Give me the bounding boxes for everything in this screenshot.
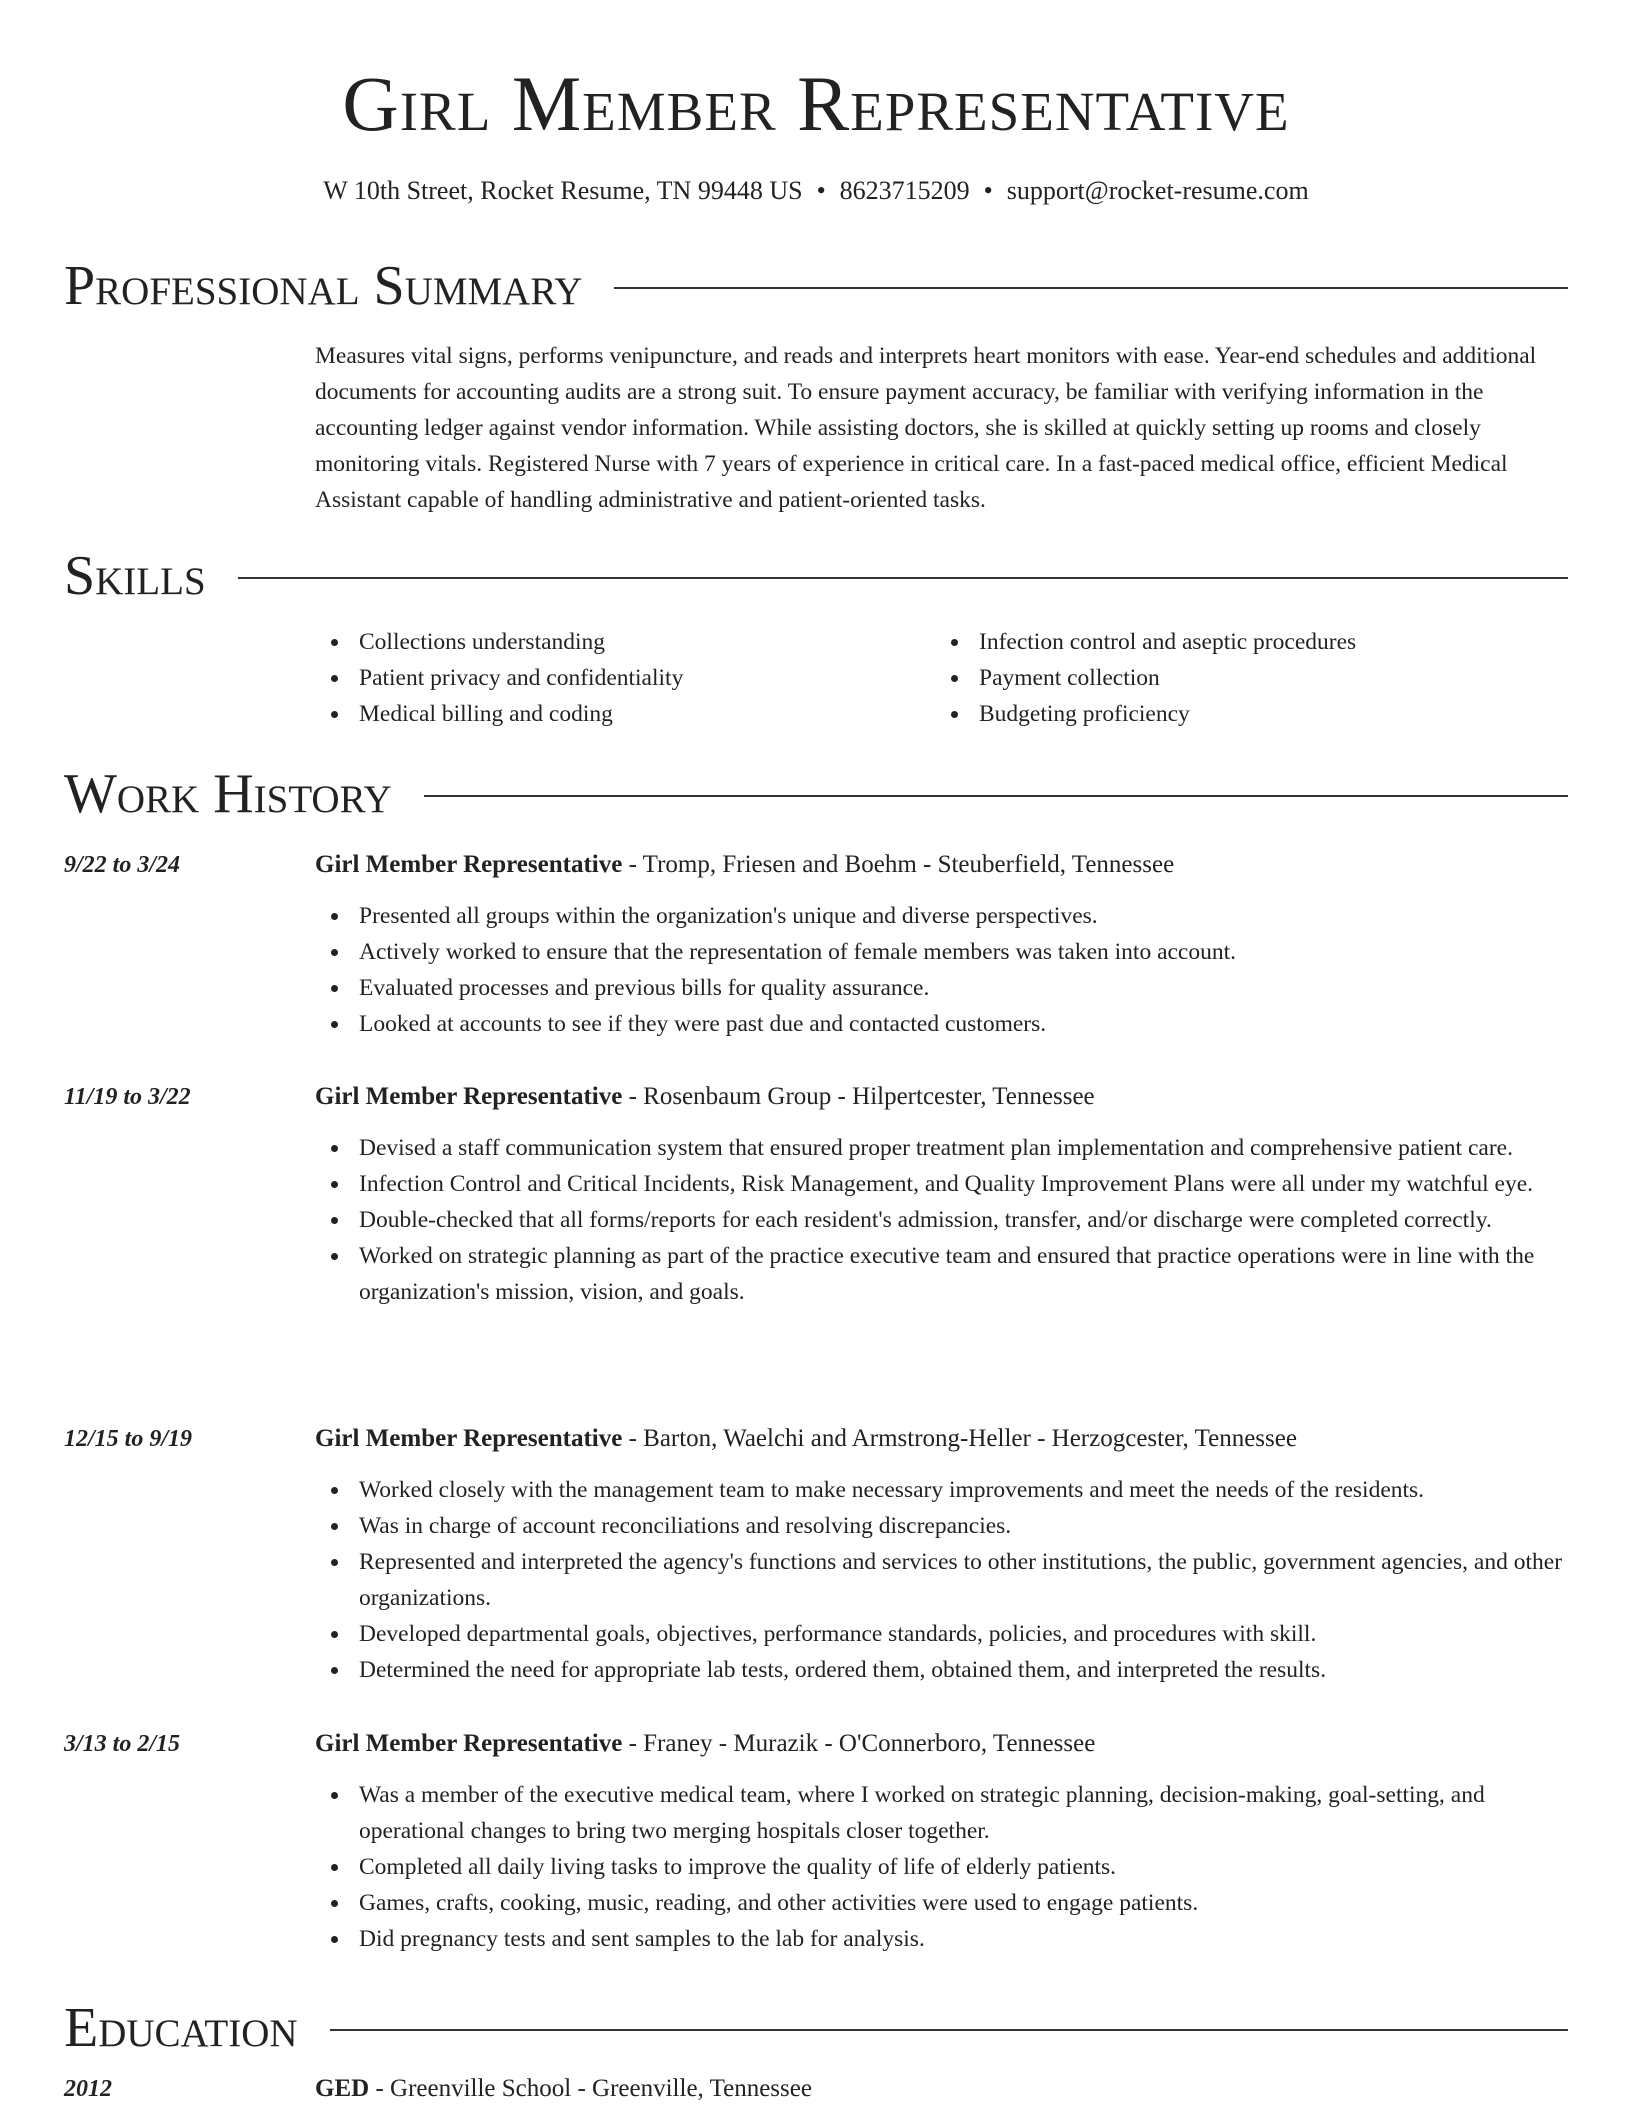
contact-line (0, 175, 1632, 207)
job-bullets (315, 1472, 1574, 1688)
job-employer: - Tromp, Friesen and Boehm - Steuberfield, Tennessee (622, 851, 1175, 878)
job-bullets (315, 1777, 1574, 1957)
bullet-item: Worked closely with the management team to make necessary improvements and meet the needs of the residents. (315, 1472, 1574, 1508)
bullet-item: Infection Control and Critical Incidents, Risk Management, and Quality Improvement Plans were all under my watchful eye. (315, 1166, 1574, 1202)
bullet-item: Developed departmental goals, objectives, performance standards, policies, and procedures with skill. (315, 1616, 1574, 1652)
job-employer: - Barton, Waelchi and Armstrong-Heller - Herzogcester, Tennessee (622, 1425, 1297, 1452)
education-entry (64, 2072, 1574, 2106)
bullet-item: Presented all groups within the organization's unique and diverse perspectives. (315, 898, 1574, 934)
skills-column-left (315, 624, 935, 732)
bullet-item: Represented and interpreted the agency's functions and services to other institutions, the public, government agencies, and other organizations. (315, 1544, 1574, 1616)
phone: 8623715209 (839, 176, 970, 205)
bullet-item: Worked on strategic planning as part of the practice executive team and ensured that practice operations were in line with the organization's mission, vision, and goals. (315, 1238, 1574, 1310)
bullet-item: Was in charge of account reconciliations and resolving discrepancies. (315, 1508, 1574, 1544)
bullet-item: Evaluated processes and previous bills for quality assurance. (315, 970, 1574, 1006)
job-dates: 9/22 to 3/24 (64, 852, 181, 878)
job-title: Girl Member Representative (315, 1083, 623, 1110)
job-title: Girl Member Representative (315, 851, 623, 878)
skill-item: Budgeting proficiency (935, 696, 1555, 732)
job-heading (315, 1422, 1297, 1456)
job-dates: 12/15 to 9/19 (64, 1426, 193, 1452)
bullet-item: Games, crafts, cooking, music, reading, and other activities were used to engage patients. (315, 1885, 1574, 1921)
bullet-item: Completed all daily living tasks to improve the quality of life of elderly patients. (315, 1849, 1574, 1885)
bullet-item: Devised a staff communication system that ensured proper treatment plan implementation and comprehensive patient care. (315, 1130, 1574, 1166)
education-degree: GED (315, 2075, 370, 2102)
job-title: Girl Member Representative (315, 1730, 623, 1757)
skills-column-right (935, 624, 1555, 732)
bullet-item: Determined the need for appropriate lab tests, ordered them, obtained them, and interpreted the results. (315, 1652, 1574, 1688)
address: W 10th Street, Rocket Resume, TN 99448 US (323, 176, 803, 205)
bullet-item: Did pregnancy tests and sent samples to the lab for analysis. (315, 1921, 1574, 1957)
job-title: Girl Member Representative (315, 1425, 623, 1452)
job-entry (64, 848, 1574, 1042)
skills-section-header (64, 544, 1568, 608)
skill-item: Patient privacy and confidentiality (315, 660, 935, 696)
section-divider (238, 577, 1568, 579)
job-employer: - Franey - Murazik - O'Connerboro, Tennessee (622, 1730, 1096, 1757)
separator-dot: • (983, 176, 993, 205)
summary-text: Measures vital signs, performs venipuncture, and reads and interprets heart monitors with ease. Year-end schedules and additional documents for accounting audits are a strong suit. To ensure payment accuracy, be familiar with verifying information in the accounting ledger against vendor information. While assisting doctors, she is skilled at quickly setting up rooms and closely monitoring vitals. Registered Nurse with 7 years of experience in critical care. In a fast-paced medical office, efficient Medical Assistant capable of handling administrative and patient-oriented tasks. (315, 343, 1537, 513)
section-title: Education (64, 1997, 298, 2059)
email: support@rocket-resume.com (1006, 176, 1309, 205)
bullet-item: Looked at accounts to see if they were past due and contacted customers. (315, 1006, 1574, 1042)
job-bullets (315, 898, 1574, 1042)
job-entry (64, 1080, 1574, 1310)
education-heading (315, 2072, 812, 2106)
job-heading (315, 848, 1174, 882)
skill-item: Medical billing and coding (315, 696, 935, 732)
job-dates: 3/13 to 2/15 (64, 1731, 181, 1757)
education-year: 2012 (64, 2076, 112, 2102)
job-heading (315, 1727, 1095, 1761)
skill-item: Infection control and aseptic procedures (935, 624, 1555, 660)
education-school: - Greenville School - Greenville, Tennessee (369, 2075, 812, 2102)
bullet-item: Actively worked to ensure that the representation of female members was taken into account. (315, 934, 1574, 970)
section-divider (614, 287, 1568, 289)
job-heading (315, 1080, 1095, 1114)
job-employer: - Rosenbaum Group - Hilpertcester, Tennessee (622, 1083, 1095, 1110)
education-section-header (64, 1996, 1568, 2060)
bullet-item: Was a member of the executive medical team, where I worked on strategic planning, decision-making, goal-setting, and operational changes to bring two merging hospitals closer together. (315, 1777, 1574, 1849)
job-bullets (315, 1130, 1574, 1310)
summary-section-header (64, 254, 1568, 318)
section-divider (424, 795, 1568, 797)
bullet-item: Double-checked that all forms/reports for each resident's admission, transfer, and/or discharge were completed correctly. (315, 1202, 1574, 1238)
job-entry (64, 1727, 1574, 1957)
section-title: Work History (64, 763, 392, 825)
section-divider (330, 2029, 1568, 2031)
section-title: Skills (64, 545, 206, 607)
work-section-header (64, 762, 1568, 826)
job-entry (64, 1422, 1574, 1688)
candidate-name: Girl Member Representative (342, 60, 1290, 147)
section-title: Professional Summary (64, 255, 583, 317)
separator-dot: • (816, 176, 826, 205)
skill-item: Payment collection (935, 660, 1555, 696)
skills-list (315, 624, 1570, 732)
skill-item: Collections understanding (315, 624, 935, 660)
job-dates: 11/19 to 3/22 (64, 1084, 191, 1110)
